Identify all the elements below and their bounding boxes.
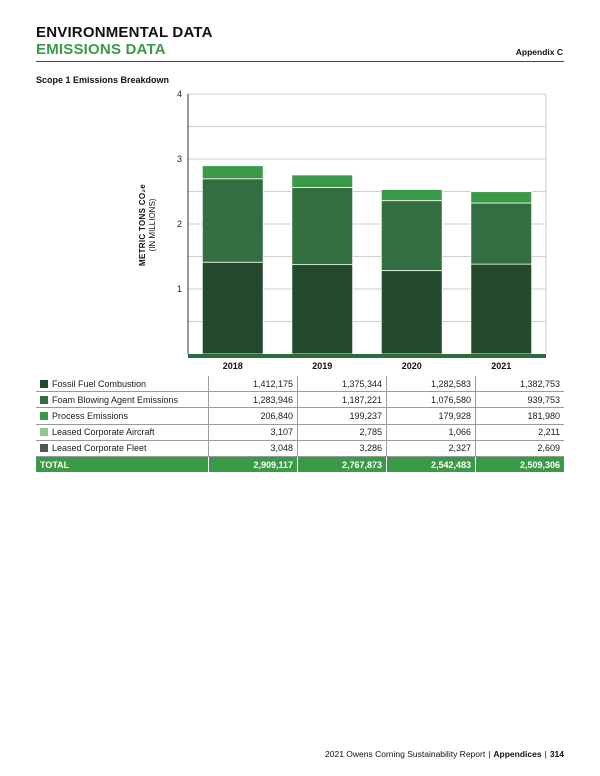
- total-cell: 2,542,483: [387, 456, 476, 472]
- table-cell: 181,980: [476, 408, 565, 424]
- table-row: [36, 392, 564, 408]
- table-cell: 206,840: [209, 408, 298, 424]
- bar-segment: [202, 165, 263, 166]
- bar-segment: [381, 271, 442, 354]
- bar-segment: [202, 262, 263, 354]
- bar-segment: [292, 187, 353, 264]
- page-title: ENVIRONMENTAL DATA: [36, 24, 213, 41]
- table-row: [36, 376, 564, 392]
- table-cell: 1,187,221: [298, 392, 387, 408]
- row-label-cell: [36, 376, 209, 392]
- table-cell: 1,382,753: [476, 376, 565, 392]
- bar-segment: [202, 165, 263, 178]
- table-row: [36, 440, 564, 456]
- table-cell: 1,282,583: [387, 376, 476, 392]
- x-axis-band: [188, 354, 546, 358]
- table-cell: 2,327: [387, 440, 476, 456]
- footer-separator: |: [488, 749, 491, 759]
- table-cell: 199,237: [298, 408, 387, 424]
- table-cell: 939,753: [476, 392, 565, 408]
- legend-swatch: [40, 412, 48, 420]
- footer-separator: |: [544, 749, 547, 759]
- table-cell: 2,211: [476, 424, 565, 440]
- y-tick-label: 3: [176, 154, 182, 164]
- row-label: Fossil Fuel Combustion: [52, 378, 147, 389]
- page-subtitle: EMISSIONS DATA: [36, 41, 166, 58]
- row-label: Foam Blowing Agent Emissions: [52, 394, 179, 405]
- bar-segment: [471, 264, 532, 354]
- legend-swatch: [40, 380, 48, 388]
- y-axis-label-units: METRIC TONS CO₂e: [138, 184, 147, 266]
- row-label-cell: [36, 408, 209, 424]
- table-cell: 3,048: [209, 440, 298, 456]
- table-cell: 1,076,580: [387, 392, 476, 408]
- table-cell: 1,375,344: [298, 376, 387, 392]
- x-tick-label: 2018: [222, 361, 243, 371]
- bar-segment: [292, 174, 353, 175]
- table-cell: 1,412,175: [209, 376, 298, 392]
- total-cell: 2,909,117: [209, 456, 298, 472]
- x-tick-label: 2019: [312, 361, 333, 371]
- total-row: [36, 456, 564, 472]
- row-label: Process Emissions: [52, 410, 129, 421]
- table-cell: 1,283,946: [209, 392, 298, 408]
- bar-segment: [471, 191, 532, 203]
- table-row: [36, 408, 564, 424]
- legend-swatch: [40, 396, 48, 404]
- y-tick-label: 2: [176, 219, 182, 229]
- table-cell: 2,609: [476, 440, 565, 456]
- footer-page-number: 314: [549, 749, 564, 759]
- bar-segment: [471, 203, 532, 264]
- x-tick-label: 2020: [401, 361, 422, 371]
- table-row: [36, 424, 564, 440]
- footer-section: Appendices: [493, 749, 542, 759]
- bar-segment: [381, 201, 442, 271]
- chart-title: Scope 1 Emissions Breakdown: [36, 75, 170, 85]
- row-label-cell: [36, 392, 209, 408]
- x-tick-label: 2021: [491, 361, 512, 371]
- table-cell: 3,107: [209, 424, 298, 440]
- row-label: Leased Corporate Fleet: [52, 443, 147, 454]
- bar-segment: [381, 189, 442, 190]
- bar-segment: [471, 191, 532, 192]
- footer-report-name: 2021 Owens Corning Sustainability Report: [325, 749, 486, 759]
- y-tick-label: 1: [176, 284, 182, 294]
- table-cell: 1,066: [387, 424, 476, 440]
- bar-segment: [292, 265, 353, 354]
- y-axis-label: [138, 145, 158, 305]
- emissions-table: [36, 376, 564, 472]
- total-cell: 2,767,873: [298, 456, 387, 472]
- y-tick-label: 4: [176, 89, 182, 99]
- row-label-cell: [36, 440, 209, 456]
- appendix-label: Appendix C: [515, 47, 563, 57]
- bar-segment: [381, 189, 442, 201]
- legend-swatch: [40, 428, 48, 436]
- bar-segment: [202, 179, 263, 262]
- bar-segment: [292, 174, 353, 187]
- total-cell: 2,509,306: [476, 456, 565, 472]
- row-label-cell: [36, 424, 209, 440]
- y-axis-label-scale: (IN MILLIONS): [148, 198, 157, 252]
- legend-swatch: [40, 444, 48, 452]
- table-cell: 2,785: [298, 424, 387, 440]
- table-cell: 3,286: [298, 440, 387, 456]
- row-label: Leased Corporate Aircraft: [52, 427, 155, 438]
- total-label: TOTAL: [36, 456, 209, 472]
- page-footer: [325, 749, 564, 759]
- table-cell: 179,928: [387, 408, 476, 424]
